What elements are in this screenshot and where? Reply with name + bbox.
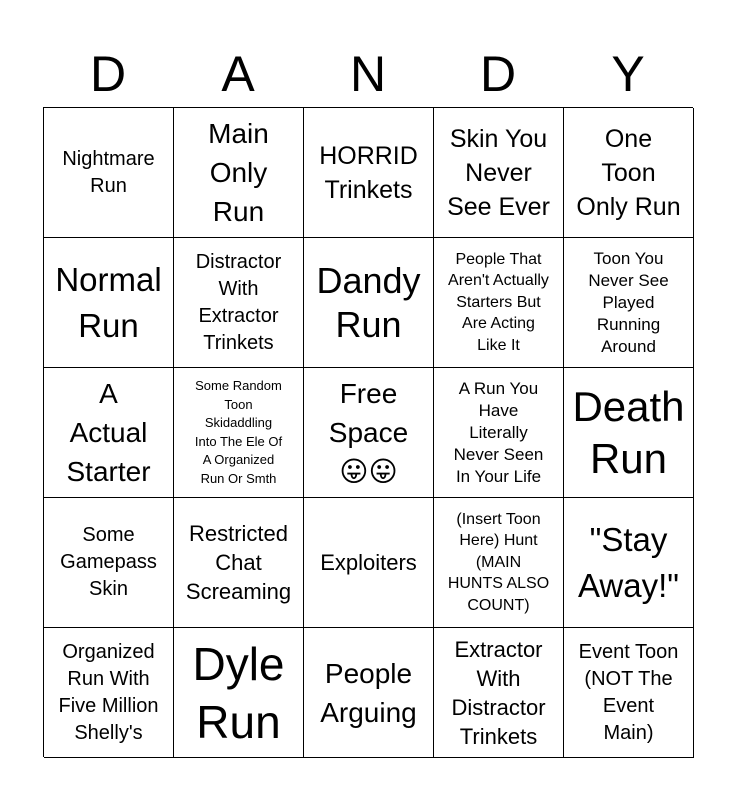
bingo-cell-r2c3[interactable] xyxy=(304,238,434,368)
bingo-cell-r1c5[interactable] xyxy=(564,108,694,238)
cell-text: Some Random Toon Skidaddling Into The Ele Of A Organized Run Or Smth xyxy=(194,378,283,486)
bingo-cell-r5c3[interactable] xyxy=(304,628,434,758)
cell-text: Exploiters xyxy=(320,550,417,575)
bingo-cell-r4c2[interactable] xyxy=(174,498,304,628)
bingo-cell-r4c1[interactable] xyxy=(44,498,174,628)
cell-text: (Insert Toon Here) Hunt (MAIN HUNTS ALSO COUNT) xyxy=(447,510,550,614)
header-letter-d1: D xyxy=(89,46,127,102)
cell-text: A Actual Starter xyxy=(66,378,151,487)
bingo-cell-r2c1[interactable] xyxy=(44,238,174,368)
cell-text: "Stay Away!" xyxy=(578,520,679,604)
cell-text: One Toon Only Run xyxy=(576,124,681,221)
bingo-cell-r3c4[interactable] xyxy=(434,368,564,498)
header-letter-d2: D xyxy=(479,46,517,102)
cell-text: Dandy Run xyxy=(316,259,421,345)
header-letter-y: Y xyxy=(611,46,645,102)
header-letter-a: A xyxy=(221,46,255,102)
free-space-cell[interactable] xyxy=(304,368,434,498)
cell-text: Dyle Run xyxy=(192,637,285,748)
bingo-cell-r2c2[interactable] xyxy=(174,238,304,368)
cell-text: Nightmare Run xyxy=(62,147,155,197)
bingo-cell-r1c3[interactable] xyxy=(304,108,434,238)
cell-text: Some Gamepass Skin xyxy=(60,524,157,600)
bingo-cell-r1c4[interactable] xyxy=(434,108,564,238)
cell-text: Toon You Never See Played Running Around xyxy=(588,248,669,356)
bingo-cell-r1c1[interactable] xyxy=(44,108,174,238)
bingo-cell-r5c4[interactable] xyxy=(434,628,564,758)
bingo-cell-r3c1[interactable] xyxy=(44,368,174,498)
bingo-cell-r5c5[interactable] xyxy=(564,628,694,758)
cell-text: Death Run xyxy=(572,382,685,482)
free-space-text: Free Space 😛😛 xyxy=(328,378,409,487)
cell-text: Normal Run xyxy=(55,260,162,344)
bingo-cell-r1c2[interactable] xyxy=(174,108,304,238)
cell-text: Organized Run With Five Million Shelly's xyxy=(58,640,159,744)
bingo-cell-r2c4[interactable] xyxy=(434,238,564,368)
bingo-cell-r5c2[interactable] xyxy=(174,628,304,758)
cell-text: People Arguing xyxy=(320,657,417,728)
cell-text: Extractor With Distractor Trinkets xyxy=(451,636,546,749)
bingo-cell-r4c5[interactable] xyxy=(564,498,694,628)
bingo-header xyxy=(43,40,693,108)
bingo-cell-r5c1[interactable] xyxy=(44,628,174,758)
header-letter-n: N xyxy=(349,46,387,102)
cell-text: Event Toon (NOT The Event Main) xyxy=(578,640,679,744)
cell-text: Restricted Chat Screaming xyxy=(185,521,292,604)
bingo-cell-r4c4[interactable] xyxy=(434,498,564,628)
cell-text: Distractor With Extractor Trinkets xyxy=(195,250,282,354)
cell-text: HORRID Trinkets xyxy=(319,141,418,204)
bingo-board xyxy=(43,107,693,757)
bingo-cell-r3c5[interactable] xyxy=(564,368,694,498)
cell-text: Main Only Run xyxy=(208,118,269,227)
bingo-cell-r4c3[interactable] xyxy=(304,498,434,628)
cell-text: A Run You Have Literally Never Seen In Your Life xyxy=(453,378,544,486)
bingo-cell-r3c2[interactable] xyxy=(174,368,304,498)
cell-text: Skin You Never See Ever xyxy=(447,124,550,221)
bingo-cell-r2c5[interactable] xyxy=(564,238,694,368)
cell-text: People That Aren't Actually Starters But Are Acting Like It xyxy=(448,250,549,354)
